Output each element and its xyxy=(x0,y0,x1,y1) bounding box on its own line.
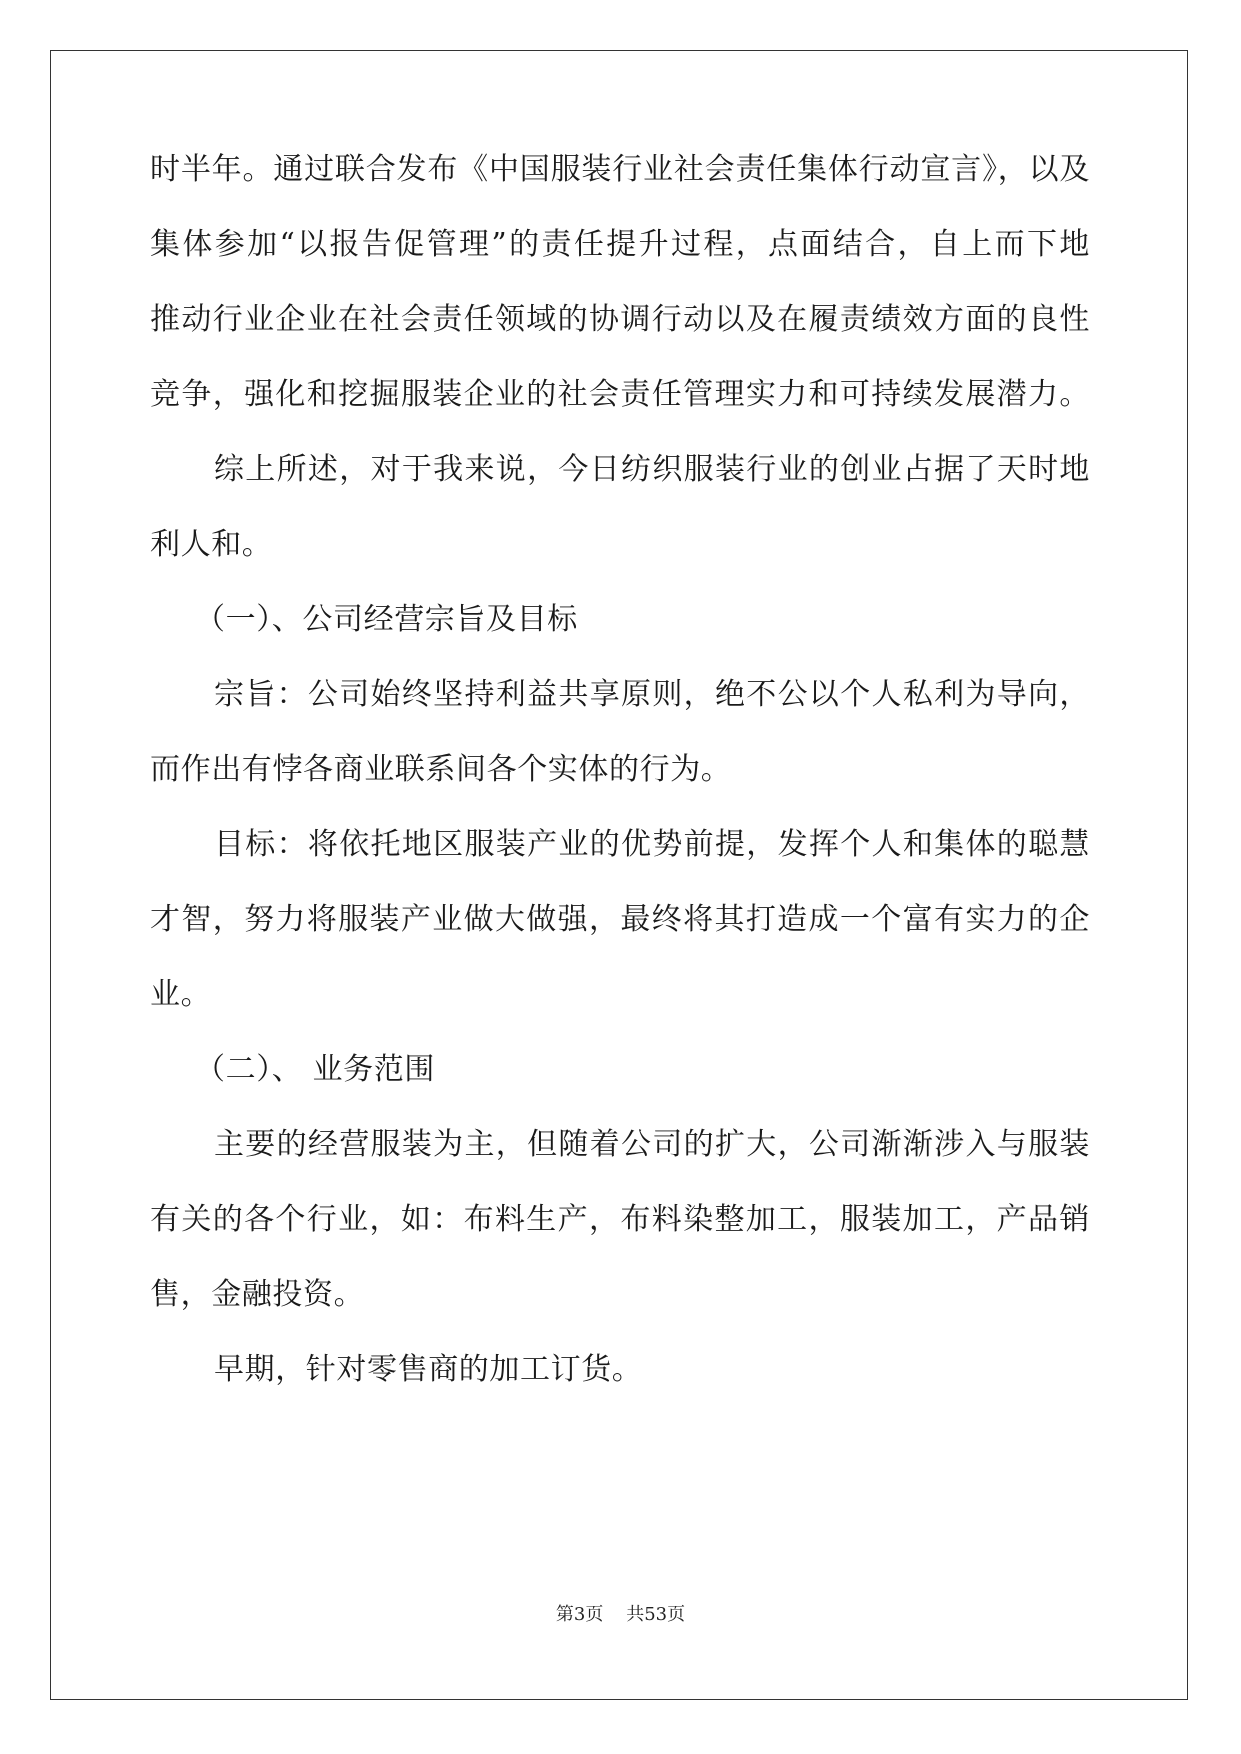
paragraph-line: 主要的经营服装为主，但随着公司的扩大，公司渐渐涉入与服装 xyxy=(214,1127,1090,1162)
total-suffix: 页 xyxy=(667,1604,686,1625)
paragraph-line: 售，金融投资。 xyxy=(150,1277,365,1312)
paragraph-line: 早期，针对零售商的加工订货。 xyxy=(214,1352,643,1387)
paragraph-line: 宗旨：公司始终坚持利益共享原则，绝不公以个人私利为导向， xyxy=(214,677,1090,712)
page-number: 3 xyxy=(573,1604,586,1625)
paragraph-line: 推动行业企业在社会责任领域的协调行动以及在履责绩效方面的良性 xyxy=(150,302,1090,337)
section-heading: （一）、公司经营宗旨及目标 xyxy=(195,602,578,637)
paragraph-line: 利人和。 xyxy=(150,527,273,562)
total-prefix: 共 xyxy=(626,1604,645,1625)
page-border xyxy=(50,50,1188,1700)
paragraph-line: 有关的各个行业，如：布料生产，布料染整加工，服装加工，产品销 xyxy=(150,1202,1090,1237)
paragraph-line: 综上所述，对于我来说，今日纺织服装行业的创业占据了天时地 xyxy=(214,452,1090,487)
paragraph-line: 目标：将依托地区服装产业的优势前提，发挥个人和集体的聪慧 xyxy=(214,827,1090,862)
paragraph-line: 竞争，强化和挖掘服装企业的社会责任管理实力和可持续发展潜力。 xyxy=(150,377,1090,412)
total-pages: 53 xyxy=(644,1604,668,1625)
page-footer xyxy=(0,1600,1241,1626)
paragraph-line: 而作出有悖各商业联系间各个实体的行为。 xyxy=(150,752,732,787)
paragraph-line: 集体参加“以报告促管理”的责任提升过程，点面结合，自上而下地 xyxy=(150,227,1090,262)
section-heading: （二）、 业务范围 xyxy=(195,1052,435,1087)
page-suffix: 页 xyxy=(585,1604,604,1625)
paragraph-line: 才智，努力将服装产业做大做强，最终将其打造成一个富有实力的企 xyxy=(150,902,1090,937)
paragraph-line: 时半年。通过联合发布《中国服装行业社会责任集体行动宣言》，以及 xyxy=(150,152,1090,187)
page-prefix: 第 xyxy=(555,1604,574,1625)
paragraph-line: 业。 xyxy=(150,977,212,1012)
